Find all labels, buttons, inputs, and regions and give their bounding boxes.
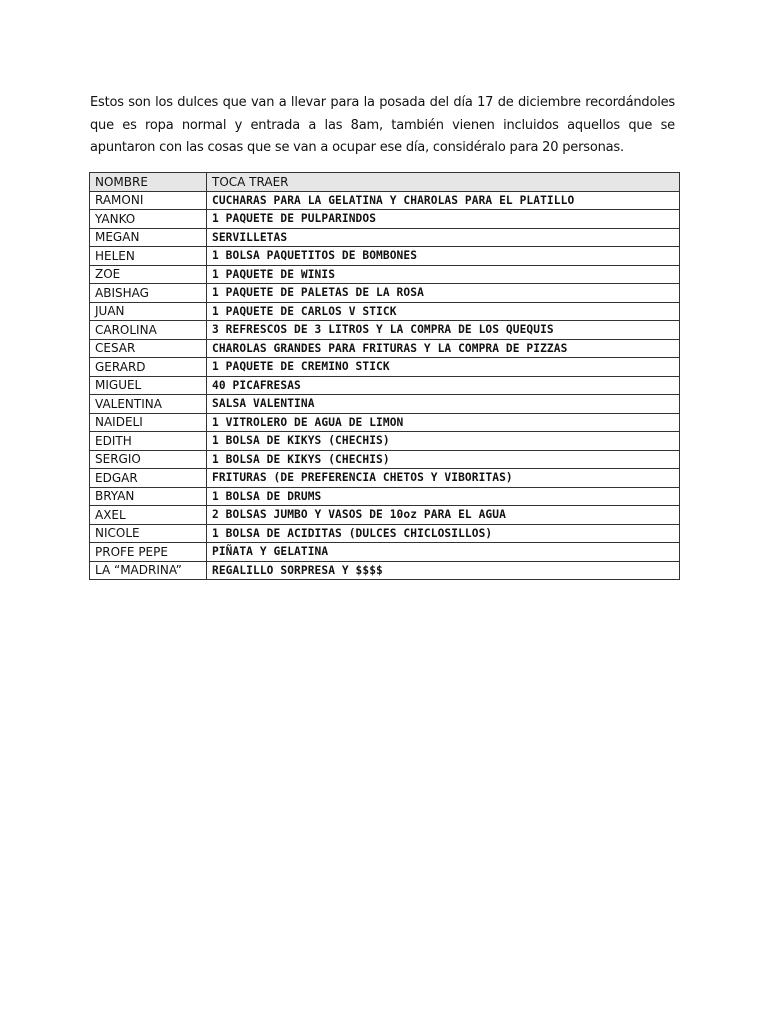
- table-row: [90, 469, 680, 488]
- intro-paragraph: Estos son los dulces que van a llevar para la posada del día 17 de diciembre recordándoles que es ropa normal y entrada a las 8am, también vienen incluidos aquellos que se apuntaron con las cosas que se van a ocupar ese día, considéralo para 20 personas.: [90, 95, 675, 155]
- header-nombre: NOMBRE: [90, 173, 207, 192]
- table-row: [90, 302, 680, 321]
- table-row: [90, 561, 680, 580]
- table-row: [90, 413, 680, 432]
- table-row: [90, 247, 680, 266]
- row-item: 1 PAQUETE DE CREMINO STICK: [207, 358, 680, 377]
- assignments-table: [89, 172, 680, 580]
- table-row: [90, 506, 680, 525]
- row-name: BRYAN: [90, 487, 207, 506]
- row-item: 1 BOLSA DE KIKYS (CHECHIS): [207, 450, 680, 469]
- row-name: HELEN: [90, 247, 207, 266]
- table-row: [90, 395, 680, 414]
- table-row: [90, 228, 680, 247]
- row-item: PIÑATA Y GELATINA: [207, 543, 680, 562]
- row-item: REGALILLO SORPRESA Y $$$$: [207, 561, 680, 580]
- row-item: 1 BOLSA PAQUETITOS DE BOMBONES: [207, 247, 680, 266]
- row-item: 1 VITROLERO DE AGUA DE LIMON: [207, 413, 680, 432]
- row-item: 1 BOLSA DE DRUMS: [207, 487, 680, 506]
- row-item: 2 BOLSAS JUMBO Y VASOS DE 10oz PARA EL AGUA: [207, 506, 680, 525]
- table-row: [90, 358, 680, 377]
- table-row: [90, 543, 680, 562]
- table-row: [90, 432, 680, 451]
- table-row: [90, 524, 680, 543]
- row-name: NICOLE: [90, 524, 207, 543]
- row-name: LA “MADRINA”: [90, 561, 207, 580]
- row-name: EDGAR: [90, 469, 207, 488]
- row-item: 1 PAQUETE DE PULPARINDOS: [207, 210, 680, 229]
- row-item: 1 PAQUETE DE PALETAS DE LA ROSA: [207, 284, 680, 303]
- table-row: [90, 284, 680, 303]
- row-name: SERGIO: [90, 450, 207, 469]
- row-item: 1 BOLSA DE KIKYS (CHECHIS): [207, 432, 680, 451]
- table-row: [90, 339, 680, 358]
- table-row: [90, 210, 680, 229]
- row-item: 1 BOLSA DE ACIDITAS (DULCES CHICLOSILLOS): [207, 524, 680, 543]
- row-name: NAIDELI: [90, 413, 207, 432]
- table-row: [90, 450, 680, 469]
- row-name: PROFE PEPE: [90, 543, 207, 562]
- row-name: ABISHAG: [90, 284, 207, 303]
- table-row: [90, 321, 680, 340]
- row-name: GERARD: [90, 358, 207, 377]
- table-row: [90, 191, 680, 210]
- row-name: YANKO: [90, 210, 207, 229]
- row-name: RAMONI: [90, 191, 207, 210]
- row-item: CHAROLAS GRANDES PARA FRITURAS Y LA COMPRA DE PIZZAS: [207, 339, 680, 358]
- row-item: SERVILLETAS: [207, 228, 680, 247]
- row-name: CESAR: [90, 339, 207, 358]
- row-name: MIGUEL: [90, 376, 207, 395]
- row-name: AXEL: [90, 506, 207, 525]
- row-name: JUAN: [90, 302, 207, 321]
- row-name: VALENTINA: [90, 395, 207, 414]
- row-name: EDITH: [90, 432, 207, 451]
- row-item: SALSA VALENTINA: [207, 395, 680, 414]
- row-item: 1 PAQUETE DE WINIS: [207, 265, 680, 284]
- header-toca-traer: TOCA TRAER: [207, 173, 680, 192]
- row-item: 40 PICAFRESAS: [207, 376, 680, 395]
- row-item: FRITURAS (DE PREFERENCIA CHETOS Y VIBORITAS): [207, 469, 680, 488]
- row-item: 1 PAQUETE DE CARLOS V STICK: [207, 302, 680, 321]
- row-name: CAROLINA: [90, 321, 207, 340]
- row-item: 3 REFRESCOS DE 3 LITROS Y LA COMPRA DE LOS QUEQUIS: [207, 321, 680, 340]
- table-row: [90, 487, 680, 506]
- table-header-row: [90, 173, 680, 192]
- row-name: MEGAN: [90, 228, 207, 247]
- table-row: [90, 376, 680, 395]
- row-item: CUCHARAS PARA LA GELATINA Y CHAROLAS PARA EL PLATILLO: [207, 191, 680, 210]
- row-name: ZOE: [90, 265, 207, 284]
- table-row: [90, 265, 680, 284]
